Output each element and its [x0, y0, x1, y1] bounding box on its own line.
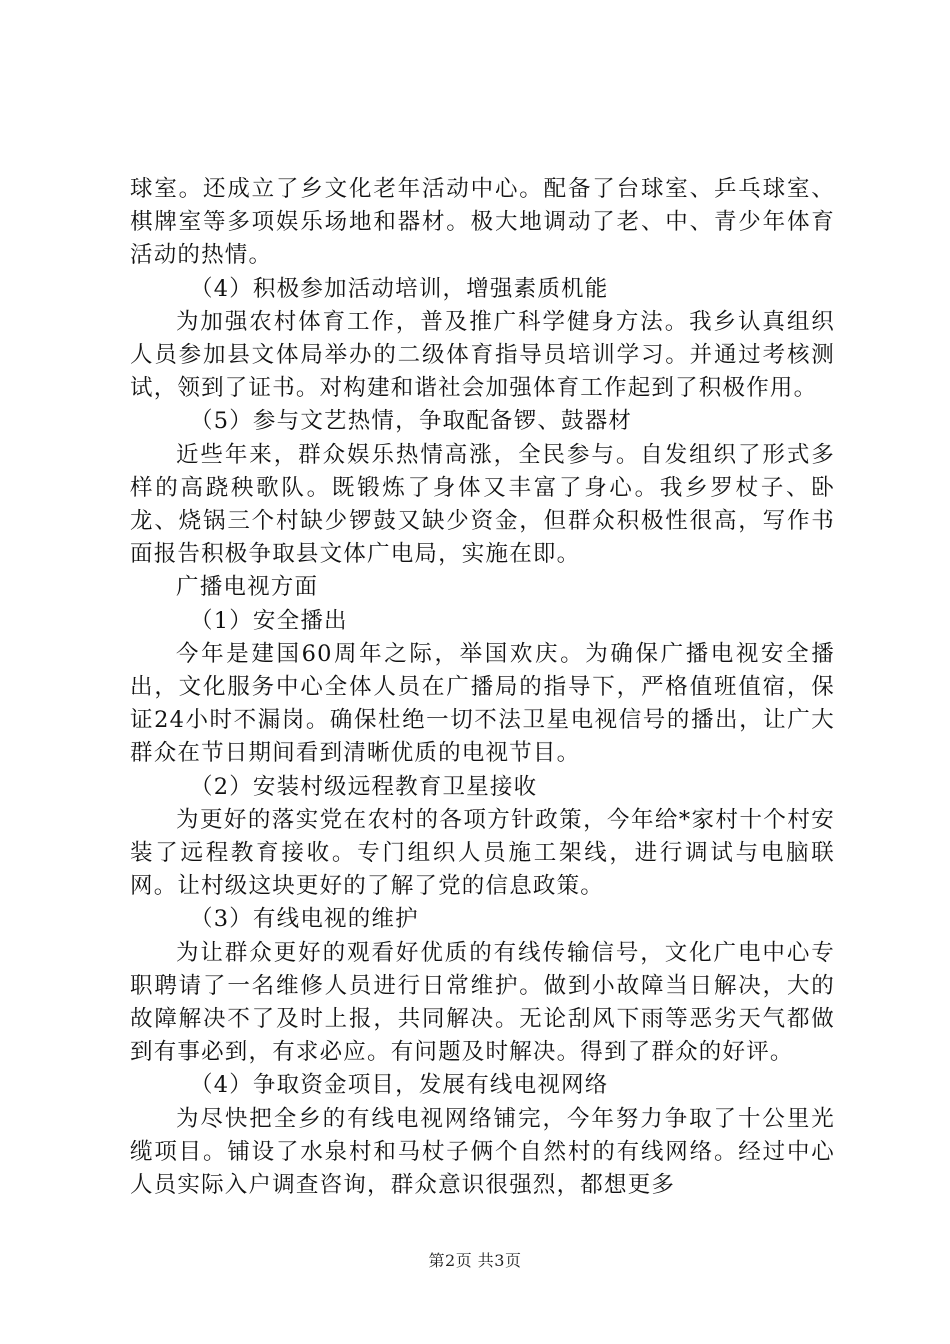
section-heading-cable-maintenance: （3）有线电视的维护 — [190, 906, 419, 933]
paragraph-gong-drum: 近些年来，群众娱乐热情高涨，全民参与。自发组织了形式多样的高跷秧歌队。既锻炼了身体又丰富了身心。我乡罗杖子、卧龙、烧锅三个村缺少锣鼓又缺少资金，但群众积极性很高，写作书面报告积极争取县文体广电局，实施在即。 — [130, 441, 835, 568]
document-body — [130, 173, 835, 1202]
paragraph-safe-broadcast: 今年是建国60周年之际，举国欢庆。为确保广播电视安全播出，文化服务中心全体人员在广播局的指导下，严格值班值宿，保证24小时不漏岗。确保杜绝一切不法卫星电视信号的播出，让广大群众在节日期间看到清晰优质的电视节目。 — [130, 640, 835, 767]
paragraph-satellite: 为更好的落实党在农村的各项方针政策，今年给*家村十个村安装了远程教育接收。专门组织人员施工架线，进行调试与电脑联网。让村级这块更好的了解了党的信息政策。 — [130, 806, 835, 900]
paragraph-cable-network: 为尽快把全乡的有线电视网络铺完，今年努力争取了十公里光缆项目。铺设了水泉村和马杖子俩个自然村的有线网络。经过中心人员实际入户调查咨询，群众意识很强烈，都想更多 — [130, 1105, 835, 1199]
paragraph-continuation: 球室。还成立了乡文化老年活动中心。配备了台球室、乒乓球室、棋牌室等多项娱乐场地和器材。极大地调动了老、中、青少年体育活动的热情。 — [130, 176, 835, 269]
paragraph-sports-training: 为加强农村体育工作，普及推广科学健身方法。我乡认真组织人员参加县文体局举办的二级体育指导员培训学习。并通过考核测试，领到了证书。对构建和谐社会加强体育工作起到了积极作用。 — [130, 308, 835, 402]
section-heading-satellite: （2）安装村级远程教育卫星接收 — [190, 773, 538, 800]
section-heading-broadcast-tv: 广播电视方面 — [176, 574, 319, 601]
section-heading-safe-broadcast: （1）安全播出 — [190, 607, 348, 634]
page-footer: 第2页 共3页 — [428, 1251, 522, 1270]
section-heading-gong-drum: （5）参与文艺热情，争取配备锣、鼓器材 — [190, 408, 633, 435]
section-heading-cable-network: （4）争取资金项目，发展有线电视网络 — [190, 1072, 609, 1099]
section-heading-sports-training: （4）积极参加活动培训，增强素质机能 — [190, 275, 609, 302]
paragraph-cable-maintenance: 为让群众更好的观看好优质的有线传输信号，文化广电中心专职聘请了一名维修人员进行日常维护。做到小故障当日解决，大的故障解决不了及时上报，共同解决。无论刮风下雨等恶劣天气都做到有事必到，有求必应。有问题及时解决。得到了群众的好评。 — [130, 939, 835, 1066]
